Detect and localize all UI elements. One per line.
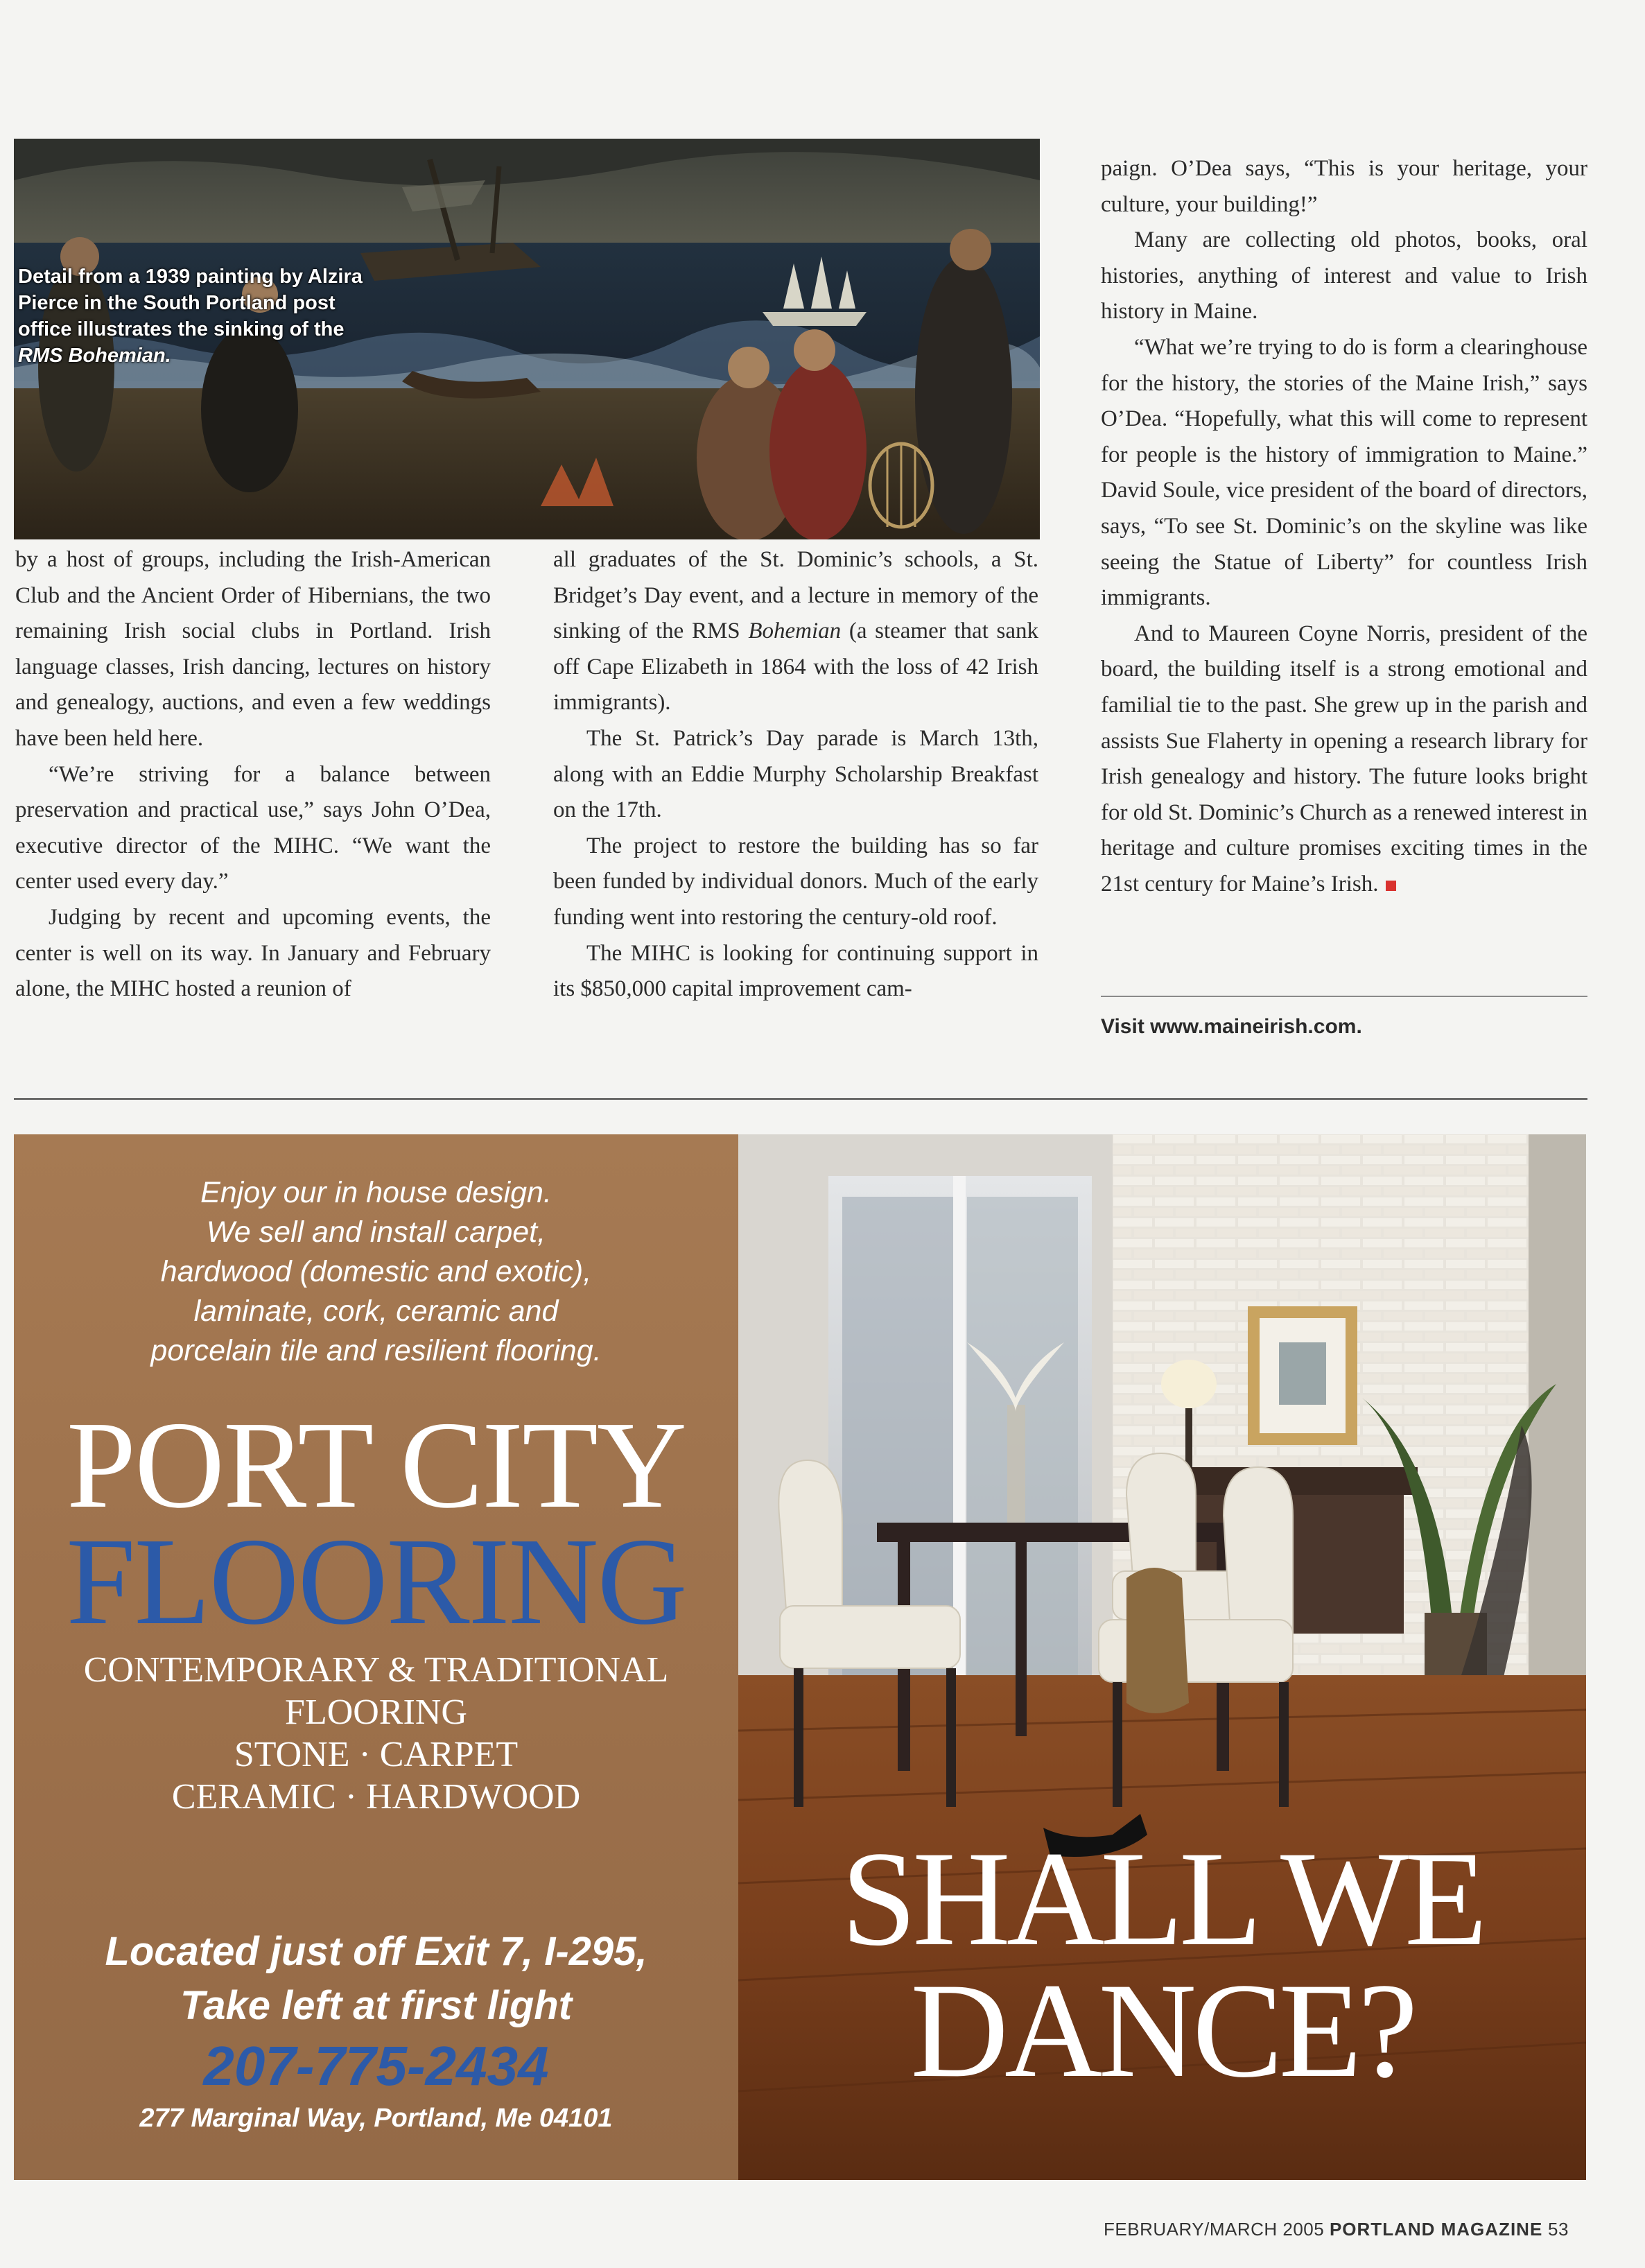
ad-brand-line-1: PORT CITY (67, 1396, 686, 1534)
ad-service-line: STONE · CARPET (234, 1735, 519, 1774)
ad-phone-number: 207-775-2434 (203, 2035, 549, 2097)
ad-service-line: CONTEMPORARY & TRADITIONAL (83, 1650, 669, 1690)
article-paragraph: The St. Patrick’s Day parade is March 13th, along with an Eddie Murphy Scholarship Breakfast on the 17th. (553, 725, 1038, 823)
article-paragraph: “We’re striving for a balance between preservation and practical use,” says John O’Dea, executive director of the MIHC. “We want the center used every day.” (15, 761, 491, 894)
footer-issue: FEBRUARY/MARCH 2005 (1104, 2219, 1325, 2240)
article-paragraph (553, 542, 1038, 721)
flooring-advertisement (14, 1134, 1586, 2180)
ad-service-line: CERAMIC · HARDWOOD (171, 1777, 581, 1817)
ad-intro-line: laminate, cork, ceramic and (193, 1295, 559, 1328)
article-paragraph: by a host of groups, including the Irish-American Club and the Ancient Order of Hibernians, the two remaining Irish social clubs in Portland. Irish language classes, Irish dancing, lectures on history and genealogy, auctions, and even a few weddings have been held here. (15, 547, 491, 751)
article-paragraph: The project to restore the building has so far been funded by individual donors. Much of the early funding went into restoring the century-old roof. (553, 833, 1038, 930)
ad-intro-line: Enjoy our in house design. (200, 1176, 552, 1209)
footer-magazine-name: PORTLAND MAGAZINE (1329, 2219, 1543, 2240)
ad-intro-line: hardwood (domestic and exotic), (160, 1255, 592, 1288)
paragraph-text: And to Maureen Coyne Norris, president of the board, the building itself is a strong emotional and familial tie to the past. She grew up in the parish and assists Sue Flaherty in opening a research library for Irish genealogy and history. The future looks bright for old St. Dominic’s Church as a renewed interest in heritage and culture promises exciting times in the 21st century for Maine’s Irish. (1101, 621, 1588, 897)
ad-brand-line-2: FLOORING (66, 1512, 686, 1650)
page-footer (1104, 2219, 1569, 2240)
ad-intro-text (14, 1173, 738, 1371)
caption-ship-name: RMS Bohemian. (18, 345, 171, 367)
ad-slogan-line: SHALL WE (841, 1824, 1483, 1974)
caption-text: Detail from a 1939 painting by Alzira Pierce in the South Portland post office illustrates the sinking of the (18, 266, 363, 340)
article-column-2 (553, 542, 1038, 1007)
divider (1101, 996, 1587, 997)
end-of-article-mark-icon (1386, 881, 1396, 891)
website-reference: Visit www.maineirish.com. (1101, 1015, 1362, 1038)
ad-directions (14, 1925, 738, 2033)
ad-address: 277 Marginal Way, Portland, Me 04101 (139, 2104, 613, 2133)
ad-directions-line: Located just off Exit 7, I-295, (105, 1929, 647, 1974)
article-paragraph: Many are collecting old photos, books, oral histories, anything of interest and value to Irish history in Maine. (1101, 227, 1587, 324)
article-paragraph: “What we’re trying to do is form a clearinghouse for the history, the stories of the Maine Irish,” says O’Dea. “Hopefully, what this will come to represent for people is the history of immigration to Maine.” David Soule, vice president of the board of directors, says, “To see St. Dominic’s on the skyline was like seeing the Statue of Liberty” for countless Irish immigrants. (1101, 334, 1587, 611)
footer-page-number: 53 (1548, 2219, 1569, 2240)
article-paragraph (1101, 616, 1587, 903)
painting-caption (18, 263, 378, 369)
article-column-1 (15, 542, 491, 1007)
ad-directions-line: Take left at first light (180, 1983, 573, 2028)
article-paragraph: paign. O’Dea says, “This is your heritage, your culture, your building!” (1101, 156, 1587, 217)
paragraph-text: (a steamer that sank off Cape Elizabeth in 1864 with the loss of 42 Irish immigrants). (553, 618, 1039, 716)
ad-slogan (738, 1824, 1586, 2106)
ad-intro-line: We sell and install carpet, (206, 1215, 546, 1249)
ad-service-line: FLOORING (285, 1693, 467, 1732)
article-paragraph: The MIHC is looking for continuing support in its $850,000 capital improvement cam- (553, 940, 1038, 1002)
section-divider (14, 1098, 1587, 1100)
ship-name: Bohemian (748, 618, 842, 644)
article-paragraph: Judging by recent and upcoming events, the center is well on its way. In January and February alone, the MIHC hosted a reunion of (15, 904, 491, 1002)
ad-slogan-line: DANCE? (910, 1955, 1414, 2106)
article-column-3 (1101, 151, 1587, 902)
ad-intro-line: porcelain tile and resilient flooring. (150, 1334, 602, 1367)
ad-services-list (14, 1649, 738, 1818)
paragraph-text: all graduates of the St. Dominic’s schools, a St. Bridget’s Day event, and a lecture in memory of the sinking of the RMS (553, 547, 1038, 644)
